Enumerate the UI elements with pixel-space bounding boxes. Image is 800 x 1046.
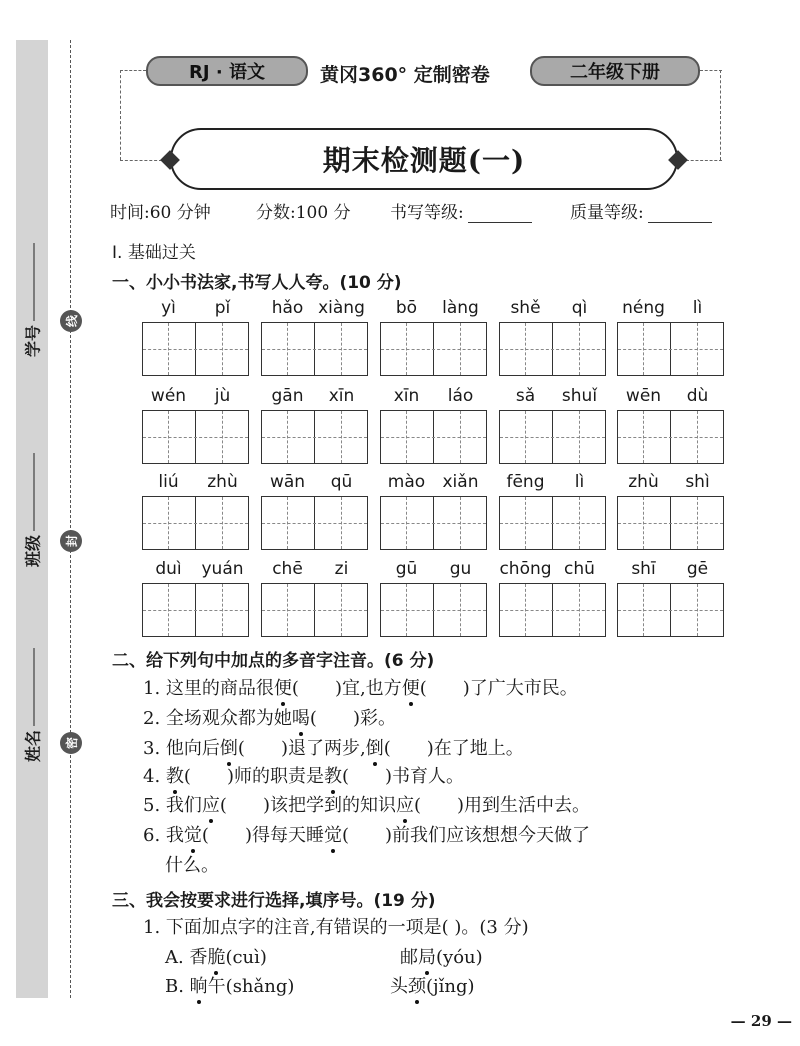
writing-grade-label: 书写等级: xyxy=(390,203,464,223)
dotted-char: 便 xyxy=(273,678,292,699)
pinyin-label: wēn xyxy=(625,386,662,406)
pinyin-label: liú xyxy=(158,472,179,492)
pinyin-label: qū xyxy=(330,472,353,492)
pinyin-label: néng xyxy=(622,298,665,318)
pinyin-label: xīn xyxy=(393,386,420,406)
pinyin-label: jù xyxy=(214,386,231,406)
pinyin-label: xiǎn xyxy=(442,472,479,492)
pinyin-label: qì xyxy=(571,298,588,318)
question-2-4: 4. 教( )师的职责是教( )书育人。 xyxy=(143,766,465,787)
class-field[interactable] xyxy=(21,453,44,567)
exam-title: 期末检测题(一) xyxy=(170,128,678,190)
writing-grade[interactable] xyxy=(390,198,532,223)
section2-heading: 二、给下列句中加点的多音字注音。(6 分) xyxy=(112,651,435,671)
option-b-second: 头颈(jǐng) xyxy=(390,976,475,997)
quality-grade[interactable] xyxy=(570,198,712,223)
writing-box[interactable] xyxy=(499,322,606,376)
dotted-char: 局 xyxy=(418,947,436,968)
student-id-field[interactable] xyxy=(21,243,44,357)
dotted-char: 倒 xyxy=(219,738,238,759)
pinyin-label: duì xyxy=(155,559,182,579)
writing-box[interactable] xyxy=(142,583,249,637)
dotted-char: 颈 xyxy=(408,976,426,997)
dotted-char: 倒 xyxy=(365,738,384,759)
question-2-6: 6. 我觉( )得每天睡觉( )前我们应该想想今天做了 xyxy=(143,825,591,846)
pinyin-label: pǐ xyxy=(214,298,231,318)
class-label: 班级 xyxy=(23,534,43,568)
question-2-6-continued: 什么。 xyxy=(165,855,219,876)
writing-box[interactable] xyxy=(261,322,368,376)
dotted-char: 觉 xyxy=(323,825,342,846)
option-a-second: 邮局(yóu) xyxy=(400,947,483,968)
subject-pill: RJ · 语文 xyxy=(146,56,308,86)
pinyin-label: chōng xyxy=(499,559,552,579)
dotted-char: 觉 xyxy=(183,825,202,846)
dotted-char: 脆 xyxy=(207,947,226,968)
part-heading: Ⅰ. 基础过关 xyxy=(112,243,196,263)
writing-box[interactable] xyxy=(617,496,724,550)
pinyin-label: hǎo xyxy=(271,298,304,318)
pinyin-label: xiàng xyxy=(318,298,365,318)
writing-box[interactable] xyxy=(261,583,368,637)
dotted-char: 教 xyxy=(165,766,184,787)
pinyin-label: sǎ xyxy=(515,386,536,406)
writing-box[interactable] xyxy=(142,322,249,376)
pinyin-label: shuǐ xyxy=(561,386,598,406)
dotted-char: 应 xyxy=(395,795,414,816)
pinyin-label: lì xyxy=(692,298,703,318)
pinyin-label: gū xyxy=(395,559,418,579)
section1-heading: 一、小小书法家,书写人人夸。(10 分) xyxy=(112,273,402,293)
pinyin-label: gu xyxy=(449,559,472,579)
header-frame-line xyxy=(120,70,146,71)
pinyin-label: shě xyxy=(510,298,541,318)
writing-box[interactable] xyxy=(617,322,724,376)
dotted-char: 应 xyxy=(201,795,220,816)
pinyin-label: dù xyxy=(686,386,709,406)
pinyin-label: xīn xyxy=(328,386,355,406)
question-3-1: 1. 下面加点字的注音,有错误的一项是( )。(3 分) xyxy=(143,917,529,938)
writing-box[interactable] xyxy=(261,410,368,464)
question-2-3: 3. 他向后倒( )退了两步,倒( )在了地上。 xyxy=(143,738,524,759)
pinyin-label: wān xyxy=(269,472,306,492)
question-2-5: 5. 我们应( )该把学到的知识应( )用到生活中去。 xyxy=(143,795,591,816)
header-frame-line xyxy=(686,160,722,161)
dotted-char: 晌 xyxy=(189,976,208,997)
writing-box[interactable] xyxy=(380,410,487,464)
writing-box[interactable] xyxy=(380,496,487,550)
option-b[interactable]: B. 晌午(shǎng) xyxy=(165,976,295,997)
pinyin-label: shī xyxy=(631,559,656,579)
section3-heading: 三、我会按要求进行选择,填序号。(19 分) xyxy=(112,891,436,911)
writing-box[interactable] xyxy=(380,583,487,637)
name-label: 姓名 xyxy=(23,729,43,763)
student-id-label: 学号 xyxy=(23,324,43,358)
seal-mark-secret: 密 xyxy=(60,732,82,754)
series-title: 黄冈360° 定制密卷 xyxy=(320,64,490,86)
writing-box[interactable] xyxy=(499,410,606,464)
writing-box[interactable] xyxy=(499,496,606,550)
header-frame-line xyxy=(120,160,162,161)
pinyin-label: fēng xyxy=(506,472,545,492)
pinyin-label: bō xyxy=(395,298,418,318)
pinyin-label: mào xyxy=(387,472,426,492)
writing-box[interactable] xyxy=(142,410,249,464)
header-frame-line xyxy=(720,70,721,160)
pinyin-label: zhù xyxy=(628,472,659,492)
writing-box[interactable] xyxy=(617,583,724,637)
writing-box[interactable] xyxy=(617,410,724,464)
header-frame-line xyxy=(120,70,121,160)
pinyin-label: shì xyxy=(685,472,710,492)
pinyin-label: chē xyxy=(272,559,303,579)
option-a[interactable]: A. 香脆(cuì) xyxy=(165,947,267,968)
header-frame-line xyxy=(700,70,722,71)
writing-box[interactable] xyxy=(380,322,487,376)
binding-cut-line xyxy=(70,40,71,998)
seal-mark-seal: 封 xyxy=(60,530,82,552)
question-2-2: 2. 全场观众都为她喝( )彩。 xyxy=(143,708,396,729)
pinyin-label: làng xyxy=(442,298,479,318)
pinyin-label: zhù xyxy=(207,472,238,492)
writing-box[interactable] xyxy=(499,583,606,637)
grade-pill: 二年级下册 xyxy=(530,56,700,86)
score-info: 分数:100 分 xyxy=(256,203,351,223)
pinyin-label: yì xyxy=(161,298,176,318)
pinyin-label: gān xyxy=(271,386,304,406)
dotted-char: 便 xyxy=(401,678,420,699)
pinyin-label: yuán xyxy=(201,559,244,579)
question-2-1: 1. 这里的商品很便( )宜,也方便( )了广大市民。 xyxy=(143,678,578,699)
pinyin-label: lì xyxy=(574,472,585,492)
quality-grade-label: 质量等级: xyxy=(570,203,644,223)
page-number: — 29 — xyxy=(730,1012,792,1030)
pinyin-label: láo xyxy=(447,386,474,406)
pinyin-label: chū xyxy=(564,559,595,579)
writing-box[interactable] xyxy=(142,496,249,550)
name-field[interactable] xyxy=(21,648,44,762)
writing-box[interactable] xyxy=(261,496,368,550)
pinyin-label: wén xyxy=(150,386,187,406)
seal-mark-line: 线 xyxy=(60,310,82,332)
time-info: 时间:60 分钟 xyxy=(110,203,211,223)
pinyin-label: gē xyxy=(686,559,709,579)
dotted-char: 教 xyxy=(323,766,342,787)
pinyin-label: zi xyxy=(334,559,349,579)
dotted-char: 喝 xyxy=(291,708,310,729)
